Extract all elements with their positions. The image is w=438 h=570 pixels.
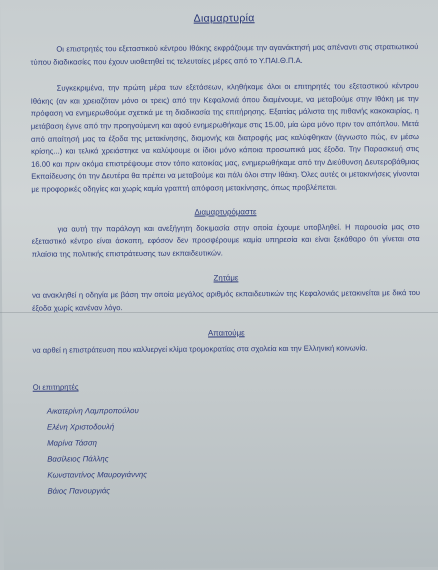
protest-heading: Διαμαρτυρόμαστε [194, 206, 257, 217]
signatory-name: Μαρίνα Τάσση [47, 438, 98, 448]
demand-paragraph: να ανακληθεί η οδηγία με βάση την οποία μεγάλος αριθμός εκπαιδευτικών της Κεφαλονιάς μετακινείται με δικά του έξοδα χωρίς κανέναν λόγο. [32, 288, 421, 313]
requirement-paragraph: να αρθεί η επιστράτευση που καλλιεργεί κλίμα τρομοκρατίας στα σχολεία και την Ελληνική κοινωνία. [32, 342, 368, 355]
paper-fold-line [0, 312, 438, 313]
protest-paragraph: για αυτή την παράλογη και ανεξήγητη δοκιμασία στην οποία έχουμε υποβληθεί. Η παρουσία μας στο εξεταστικό κέντρο είναι άσκοπη, εφόσον δεν προσφέρουμε καμία υπηρεσία και είναι ξεκάθαρο ότι γίνεται στα πλαίσια της πολιτικής επιστράτευσης των εκπαιδευτικών. [31, 221, 420, 259]
signatory-name: Βασίλειος Πάλλης [47, 454, 109, 464]
signatories-list [33, 401, 422, 500]
requirement-heading: Απαιτούμε [207, 327, 245, 338]
signatory-name: Κωνσταντίνος Μαυρογιάννης [47, 470, 148, 480]
signatory-name: Ελένη Χριστοδουλή [46, 422, 115, 432]
signatory-name: Αικατερίνη Λαμπροπούλου [46, 406, 139, 416]
signatory-name: Βάιος Πανουργιάς [47, 486, 111, 496]
intro-paragraph: Οι επιστρητές του εξεταστικού κέντρου Ιθάκης εκφράζουμε την αγανάκτησή μας απέναντι στις στρατιωτικού τύπου διαδικασίες που έχουν υιοθετηθεί τις τελευταίες μέρες από το Υ.ΠΑΙ.Θ.Π.Α. [30, 42, 419, 67]
document-title: Διαμαρτυρία [193, 12, 255, 25]
demand-heading: Ζητάμε [213, 273, 239, 283]
details-paragraph: Συγκεκριμένα, την πρώτη μέρα των εξετάσεων, κληθήκαμε όλοι οι επιτηρητές του εξεταστικού κέντρου Ιθάκης (αν και χρειαζόταν μόνο οι τρεις) από την Κεφαλονιά όπου διαμένουμε, να μεταβούμε στην Ιθάκη με την πρόφαση να ενημερωθούμε σχετικά με τη διαδικασία της επιτήρησης. Εξαιτίας μάλιστα της πιθανής κακοκαιρίας, η μετάβαση έγινε από την προηγούμενη και αφού ενημερωθήκαμε στις 15.00, μία ώρα μόνο πριν τον απόπλου. Μετά από απαίτησή μας τα έξοδα της μετακίνησης, διαμονής και διατροφής μας καλύφθηκαν (άγνωστο πώς, εν μέσω κρίσης...) και τελικά χρειάστηκε να καλύψουμε οι ίδιοι μόνο κάποια προσωπικά μας έξοδα. Την Παρασκευή στις 16.00 και πριν ακόμα επιστρέψουμε στον τόπο κατοικίας μας, ενημερωθήκαμε από την Διεύθυνση Δευτεροβάθμιας Εκπαίδευσης ότι την Δευτέρα θα πρέπει να μεταβούμε και πάλι όλοι στην Ιθάκη. Όλες αυτές οι μετακινήσεις γίνονται με προφορικές οδηγίες και χωρίς καμία γραπτή απόφαση μετακίνησης, όπως προβλέπεται. [30, 81, 420, 194]
signatories-heading: Οι επιτηρητές [32, 382, 79, 392]
